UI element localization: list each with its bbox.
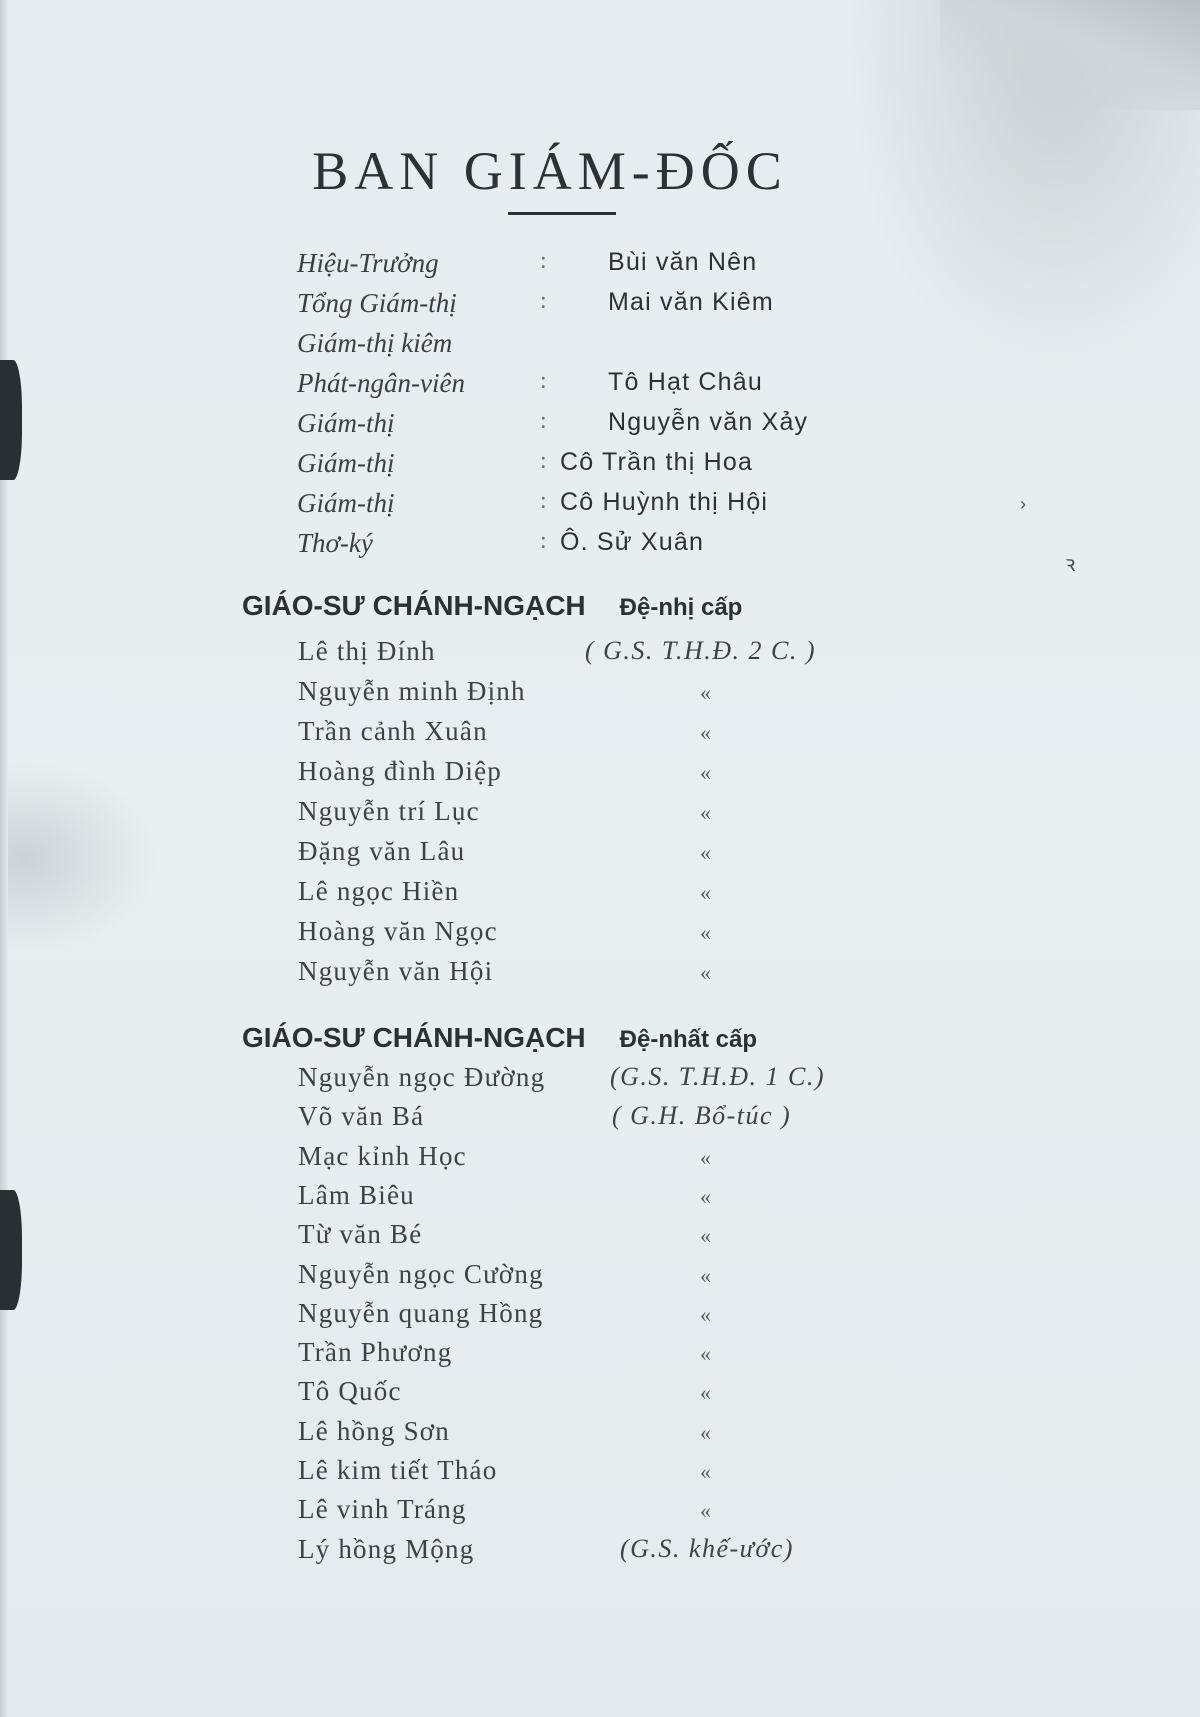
ditto-mark: « xyxy=(700,1341,711,1367)
ditto-mark: « xyxy=(700,1223,711,1249)
qualification-note: ( G.H. Bổ-túc ) xyxy=(612,1101,792,1131)
ditto-mark: « xyxy=(700,840,711,865)
faculty-name: Lê vinh Tráng xyxy=(298,1494,467,1525)
staff-separator: : xyxy=(540,448,547,474)
faculty-name: Nguyễn văn Hội xyxy=(298,956,494,986)
faculty-name: Nguyễn minh Định xyxy=(298,676,526,706)
staff-name: Cô Huỳnh thị Hội xyxy=(560,488,769,516)
staff-separator: : xyxy=(540,288,547,314)
ditto-mark: « xyxy=(700,920,711,945)
qualification-note: ( G.S. T.H.Đ. 2 C. ) xyxy=(585,636,817,665)
ditto-mark: « xyxy=(700,960,711,985)
faculty-name: Tô Quốc xyxy=(298,1376,402,1407)
ditto-mark: « xyxy=(700,1144,711,1170)
ditto-mark: « xyxy=(700,1459,711,1484)
faculty-name: Trần Phương xyxy=(298,1337,453,1368)
speck-mark: ꝛ xyxy=(1065,551,1076,576)
section-grade: Đệ-nhất cấp xyxy=(619,1026,758,1053)
staff-separator: : xyxy=(540,488,547,514)
staff-name: Cô Trần thị Hoa xyxy=(560,448,754,476)
faculty-name: Đặng văn Lâu xyxy=(298,836,466,866)
faculty-name: Hoàng đình Diệp xyxy=(298,756,502,786)
ditto-mark: « xyxy=(700,1262,711,1288)
speck-mark: › xyxy=(1020,494,1026,514)
faculty-name: Lê kim tiết Tháo xyxy=(298,1455,498,1485)
ditto-mark: « xyxy=(700,1498,711,1524)
staff-role: Giám-thị xyxy=(297,408,395,438)
faculty-name: Lê hồng Sơn xyxy=(298,1415,450,1446)
ditto-mark: « xyxy=(700,1380,711,1406)
section-grade: Đệ-nhị cấp xyxy=(619,594,743,621)
faculty-name: Lê thị Đính xyxy=(298,636,436,666)
faculty-name: Lê ngọc Hiền xyxy=(298,876,460,906)
faculty-name: Nguyễn quang Hồng xyxy=(298,1297,544,1328)
staff-separator: : xyxy=(540,528,547,554)
page-left-edge xyxy=(0,0,8,1717)
faculty-name: Nguyễn ngọc Cường xyxy=(298,1258,544,1289)
ditto-mark: « xyxy=(700,880,711,905)
section-heading-text: GIÁO-SƯ CHÁNH-NGẠCH xyxy=(242,590,586,621)
faculty-name: Võ văn Bá xyxy=(298,1101,425,1132)
title-underline xyxy=(508,212,616,215)
staff-separator: : xyxy=(540,408,547,434)
faculty-name: Trần cảnh Xuân xyxy=(298,716,488,746)
ditto-mark: « xyxy=(700,680,711,705)
staff-name: Mai văn Kiêm xyxy=(608,288,774,316)
section-heading xyxy=(242,590,742,622)
ditto-mark: « xyxy=(700,800,711,825)
faculty-name: Nguyễn ngọc Đường xyxy=(298,1062,546,1092)
qualification-note: (G.S. T.H.Đ. 1 C.) xyxy=(610,1062,826,1091)
faculty-name: Nguyễn trí Lục xyxy=(298,796,480,826)
staff-role: Phát-ngân-viên xyxy=(297,368,465,398)
faculty-name: Từ văn Bé xyxy=(298,1219,423,1250)
torn-corner xyxy=(940,0,1200,110)
staff-name: Bùi văn Nên xyxy=(608,248,758,276)
faculty-name: Hoàng văn Ngọc xyxy=(298,916,498,946)
ditto-mark: « xyxy=(700,1183,711,1209)
faculty-name: Mạc kỉnh Học xyxy=(298,1140,467,1171)
faculty-name: Lý hồng Mộng xyxy=(298,1533,475,1564)
qualification-note: (G.S. khế-ước) xyxy=(620,1533,794,1563)
staff-role: Giám-thị xyxy=(297,488,395,518)
staff-name: Ô. Sử Xuân xyxy=(560,528,705,556)
ditto-mark: « xyxy=(700,1301,711,1327)
binding-mark-lower xyxy=(0,1190,22,1310)
faculty-name: Lâm Biêu xyxy=(298,1179,415,1210)
ditto-mark: « xyxy=(700,720,711,745)
staff-name: Nguyễn văn Xảy xyxy=(608,408,809,436)
page-title: BAN GIÁM-ĐỐC xyxy=(312,141,788,201)
ditto-mark: « xyxy=(700,760,711,785)
staff-role: Giám-thị xyxy=(297,448,395,478)
section-heading xyxy=(242,1022,757,1054)
staff-role: Tổng Giám-thị xyxy=(297,288,457,318)
staff-separator: : xyxy=(540,368,547,394)
staff-role: Giám-thị kiêm xyxy=(297,328,453,358)
binding-mark-upper xyxy=(0,360,22,480)
staff-separator: : xyxy=(540,248,547,274)
ditto-mark: « xyxy=(700,1419,711,1445)
section-heading-text: GIÁO-SƯ CHÁNH-NGẠCH xyxy=(242,1022,586,1053)
staff-role: Hiệu-Trưởng xyxy=(297,248,439,278)
staff-name: Tô Hạt Châu xyxy=(608,368,763,396)
staff-role: Thơ-ký xyxy=(297,528,373,558)
